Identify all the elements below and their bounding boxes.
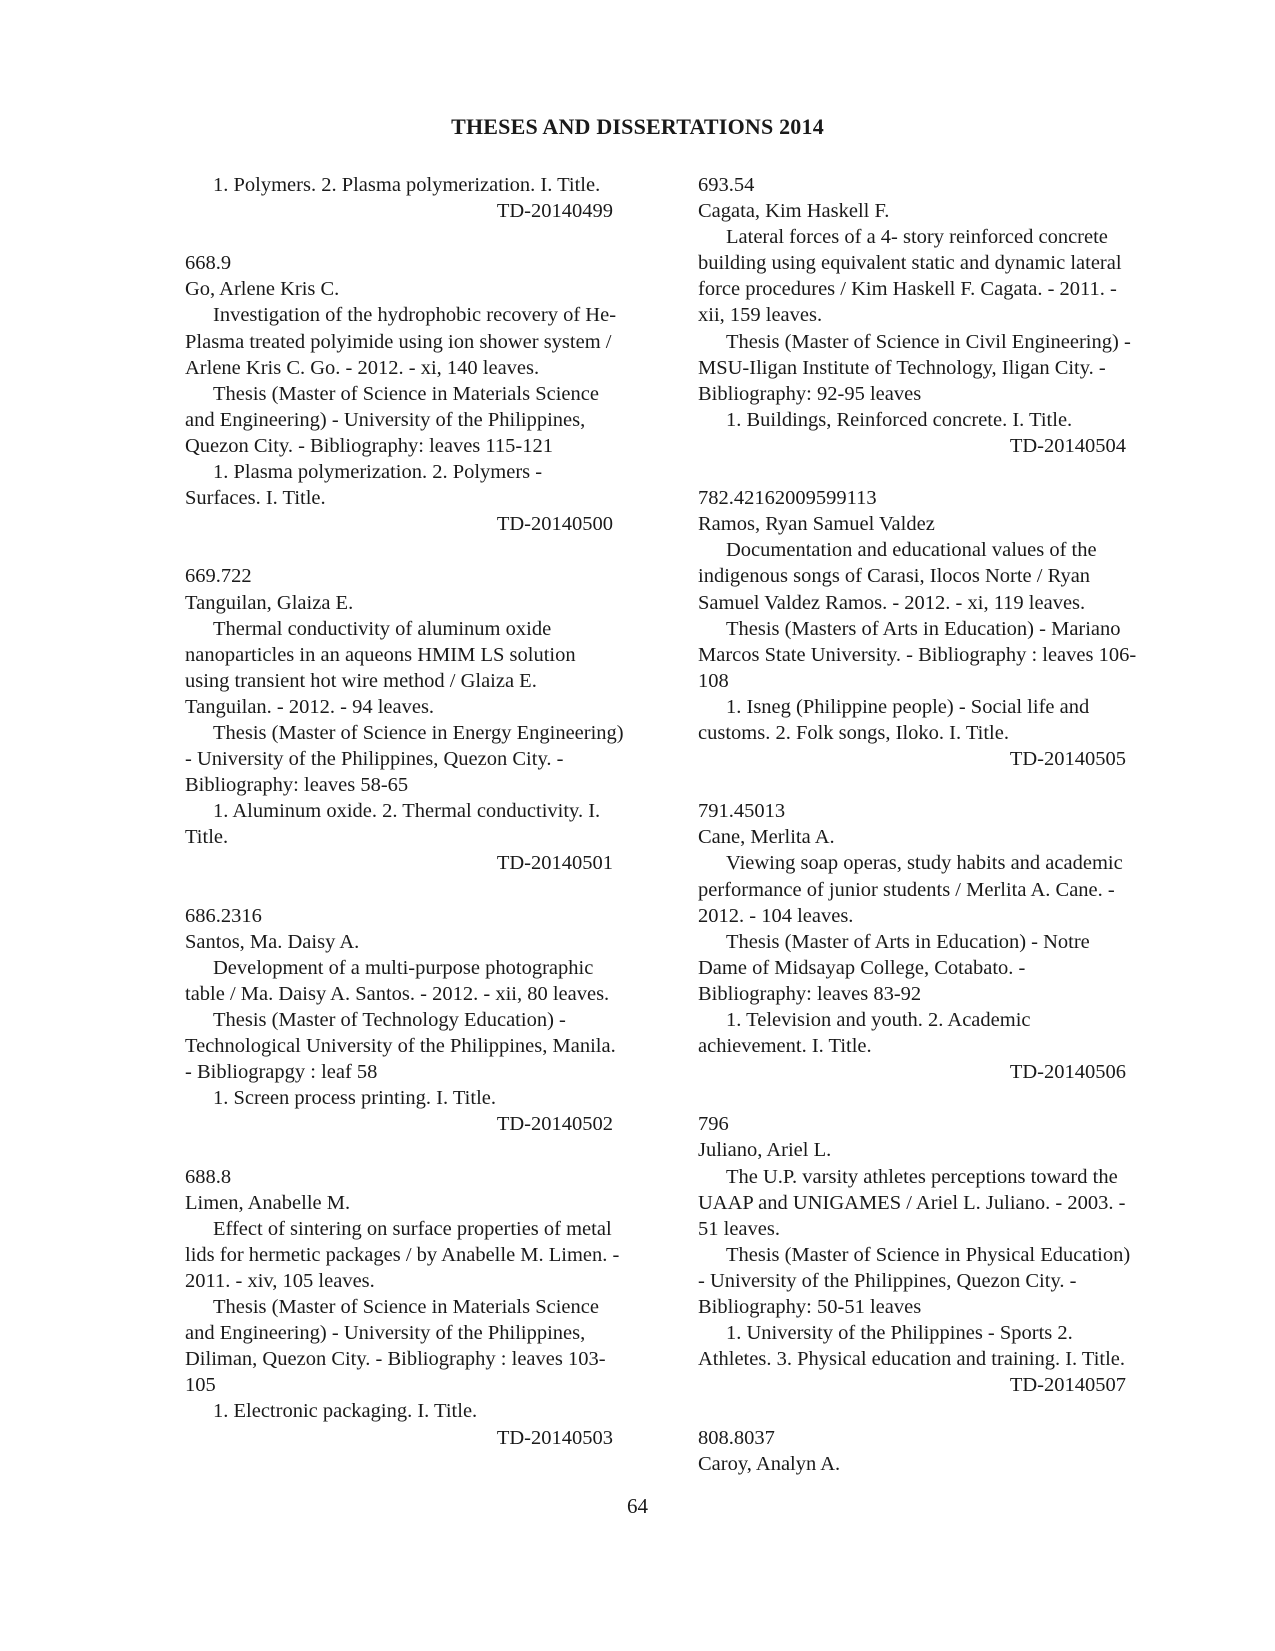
entry-line: Effect of sintering on surface properties of metal: [213, 1217, 612, 1240]
entry-spacer: [185, 1137, 665, 1163]
entry-line: Tanguilan. - 2012. - 94 leaves.: [185, 695, 435, 718]
catalog-entry: [185, 1164, 665, 1451]
entry-line: Go, Arlene Kris C.: [185, 278, 340, 301]
page-title: THESES AND DISSERTATIONS 2014: [451, 114, 824, 139]
entry-line: The U.P. varsity athletes perceptions toward the: [726, 1165, 1118, 1188]
entry-line: xii, 159 leaves.: [698, 304, 823, 327]
entry-line: Juliano, Ariel L.: [698, 1139, 832, 1162]
entry-line: using transient hot wire method / Glaiza E.: [185, 669, 537, 692]
entry-spacer: [185, 224, 665, 250]
entry-line: Thesis (Master of Science in Physical Education): [726, 1243, 1131, 1266]
catalog-entry: [698, 798, 1178, 1085]
entry-line: - University of the Philippines, Quezon City. -: [698, 1269, 1077, 1292]
entry-line: 105: [185, 1374, 216, 1397]
entry-line: customs. 2. Folk songs, Iloko. I. Title.: [698, 721, 1009, 744]
entry-line: 796: [698, 1113, 729, 1136]
entry-line: building using equivalent static and dynamic lateral: [698, 252, 1122, 275]
entry-line: UAAP and UNIGAMES / Ariel L. Juliano. - 2003. -: [698, 1191, 1126, 1214]
entry-line: and Engineering) - University of the Philippines,: [185, 1322, 586, 1345]
entry-line: achievement. I. Title.: [698, 1035, 872, 1058]
entry-line: and Engineering) - University of the Philippines,: [185, 408, 586, 431]
entry-line: Ramos, Ryan Samuel Valdez: [698, 513, 935, 536]
entry-line: Bibliography: leaves 58-65: [185, 774, 409, 797]
entry-line: indigenous songs of Carasi, Ilocos Norte / Ryan: [698, 565, 1091, 588]
entry-line: Thesis (Master of Science in Energy Engineering): [213, 721, 624, 744]
entry-line: Thesis (Master of Technology Education) -: [213, 1009, 566, 1031]
entry-line: MSU-Iligan Institute of Technology, Iligan City. -: [698, 356, 1106, 379]
entry-spacer: [185, 877, 665, 903]
entry-line: Thesis (Masters of Arts in Education) - Mariano: [726, 617, 1121, 640]
entry-spacer: [185, 537, 665, 563]
entry-line: Cane, Merlita A.: [698, 826, 835, 849]
entry-line: Thermal conductivity of aluminum oxide: [213, 617, 552, 640]
entry-line: Lateral forces of a 4- story reinforced concrete: [726, 226, 1108, 249]
entry-line: Limen, Anabelle M.: [185, 1191, 351, 1214]
entry-line: Thesis (Master of Science in Materials Science: [213, 382, 599, 405]
right-column: [698, 172, 1178, 1477]
entry-line: 808.8037: [698, 1426, 775, 1449]
entry-line: Technological University of the Philippines, Manila.: [185, 1035, 616, 1058]
entry-line: Athletes. 3. Physical education and training. I. Title.: [698, 1348, 1126, 1371]
entry-line: lids for hermetic packages / by Anabelle M. Limen. -: [185, 1243, 620, 1266]
accession-number: TD-20140502: [496, 1113, 613, 1136]
entry-line: Thesis (Master of Arts in Education) - Notre: [726, 930, 1090, 953]
entry-line: Investigation of the hydrophobic recovery of He-: [213, 304, 617, 327]
entry-line: Bibliography: leaves 83-92: [698, 982, 922, 1005]
entry-line: 2011. - xiv, 105 leaves.: [185, 1269, 375, 1292]
catalog-entry: [698, 1111, 1178, 1398]
entry-line: Cagata, Kim Haskell F.: [698, 200, 890, 223]
accession-number: TD-20140506: [1009, 1061, 1126, 1084]
catalog-entry: [185, 563, 665, 876]
entry-line: Dame of Midsayap College, Cotabato. -: [698, 956, 1026, 979]
entry-spacer: [698, 459, 1178, 485]
entry-line: 1. Electronic packaging. I. Title.: [213, 1400, 478, 1423]
entry-line: table / Ma. Daisy A. Santos. - 2012. - xii, 80 leaves.: [185, 982, 610, 1005]
catalog-entry: [698, 1425, 1178, 1477]
entry-line: nanoparticles in an aqueons HMIM LS solution: [185, 643, 576, 666]
entry-line: 1. Isneg (Philippine people) - Social life and: [726, 695, 1090, 718]
catalog-entry: [185, 172, 665, 224]
entry-line: Tanguilan, Glaiza E.: [185, 591, 354, 614]
entry-line: Santos, Ma. Daisy A.: [185, 930, 360, 953]
entry-line: - University of the Philippines, Quezon City. -: [185, 748, 564, 771]
entry-line: 1. Buildings, Reinforced concrete. I. Title.: [726, 408, 1073, 431]
accession-number: TD-20140503: [496, 1426, 613, 1449]
entry-line: Diliman, Quezon City. - Bibliography : leaves 103-: [185, 1348, 606, 1371]
accession-number: TD-20140507: [1009, 1374, 1126, 1397]
entry-line: 1. Aluminum oxide. 2. Thermal conductivity. I.: [213, 800, 601, 823]
entry-line: Bibliography: 92-95 leaves: [698, 382, 922, 405]
page-number: 64: [627, 1494, 648, 1518]
entry-line: force procedures / Kim Haskell F. Cagata. - 2011. -: [698, 278, 1117, 301]
entry-line: 791.45013: [698, 800, 786, 823]
accession-number: TD-20140504: [1009, 434, 1126, 457]
left-column: [185, 172, 665, 1451]
entry-line: Surfaces. I. Title.: [185, 487, 326, 510]
accession-number: TD-20140500: [496, 513, 613, 536]
entry-line: Documentation and educational values of the: [726, 539, 1097, 562]
entry-spacer: [698, 772, 1178, 798]
entry-line: 1. Screen process printing. I. Title.: [213, 1087, 496, 1110]
entry-line: Thesis (Master of Science in Civil Engineering) -: [726, 330, 1131, 353]
entry-line: Caroy, Analyn A.: [698, 1452, 841, 1475]
accession-number: TD-20140505: [1009, 748, 1126, 771]
entry-line: performance of junior students / Merlita A. Cane. -: [698, 878, 1115, 901]
entry-line: Viewing soap operas, study habits and academic: [726, 852, 1123, 875]
entry-line: Title.: [185, 826, 229, 849]
catalog-entry: [698, 485, 1178, 772]
entry-line: 1. Plasma polymerization. 2. Polymers -: [213, 461, 543, 484]
entry-line: Development of a multi-purpose photographic: [213, 956, 594, 979]
entry-line: 668.9: [185, 252, 232, 275]
entry-spacer: [698, 1398, 1178, 1424]
catalog-entry: [185, 250, 665, 537]
accession-number: TD-20140499: [496, 200, 613, 223]
entry-line: 1. Television and youth. 2. Academic: [726, 1009, 1031, 1031]
entry-line: 688.8: [185, 1165, 232, 1188]
entry-line: 108: [698, 669, 729, 692]
accession-number: TD-20140501: [496, 852, 613, 875]
entry-line: Thesis (Master of Science in Materials Science: [213, 1296, 599, 1319]
entry-line: Bibliography: 50-51 leaves: [698, 1296, 922, 1319]
catalog-entry: [698, 172, 1178, 459]
entry-line: 1. University of the Philippines - Sports 2.: [726, 1322, 1073, 1345]
entry-line: 669.722: [185, 565, 252, 588]
entry-spacer: [698, 1085, 1178, 1111]
entry-line: 693.54: [698, 174, 755, 196]
catalog-entry: [185, 903, 665, 1138]
entry-line: Quezon City. - Bibliography: leaves 115-121: [185, 434, 553, 457]
entry-line: 1. Polymers. 2. Plasma polymerization. I. Title.: [213, 174, 601, 196]
entry-line: 51 leaves.: [698, 1217, 780, 1240]
entry-line: Plasma treated polyimide using ion shower system /: [185, 330, 612, 353]
entry-line: Arlene Kris C. Go. - 2012. - xi, 140 leaves.: [185, 356, 540, 379]
entry-line: 2012. - 104 leaves.: [698, 904, 854, 927]
entry-line: Marcos State University. - Bibliography : leaves 106-: [698, 643, 1137, 666]
entry-line: 782.42162009599113: [698, 487, 877, 510]
entry-line: Samuel Valdez Ramos. - 2012. - xi, 119 leaves.: [698, 591, 1086, 614]
entry-line: 686.2316: [185, 904, 262, 927]
entry-line: - Bibliograpgy : leaf 58: [185, 1061, 378, 1084]
